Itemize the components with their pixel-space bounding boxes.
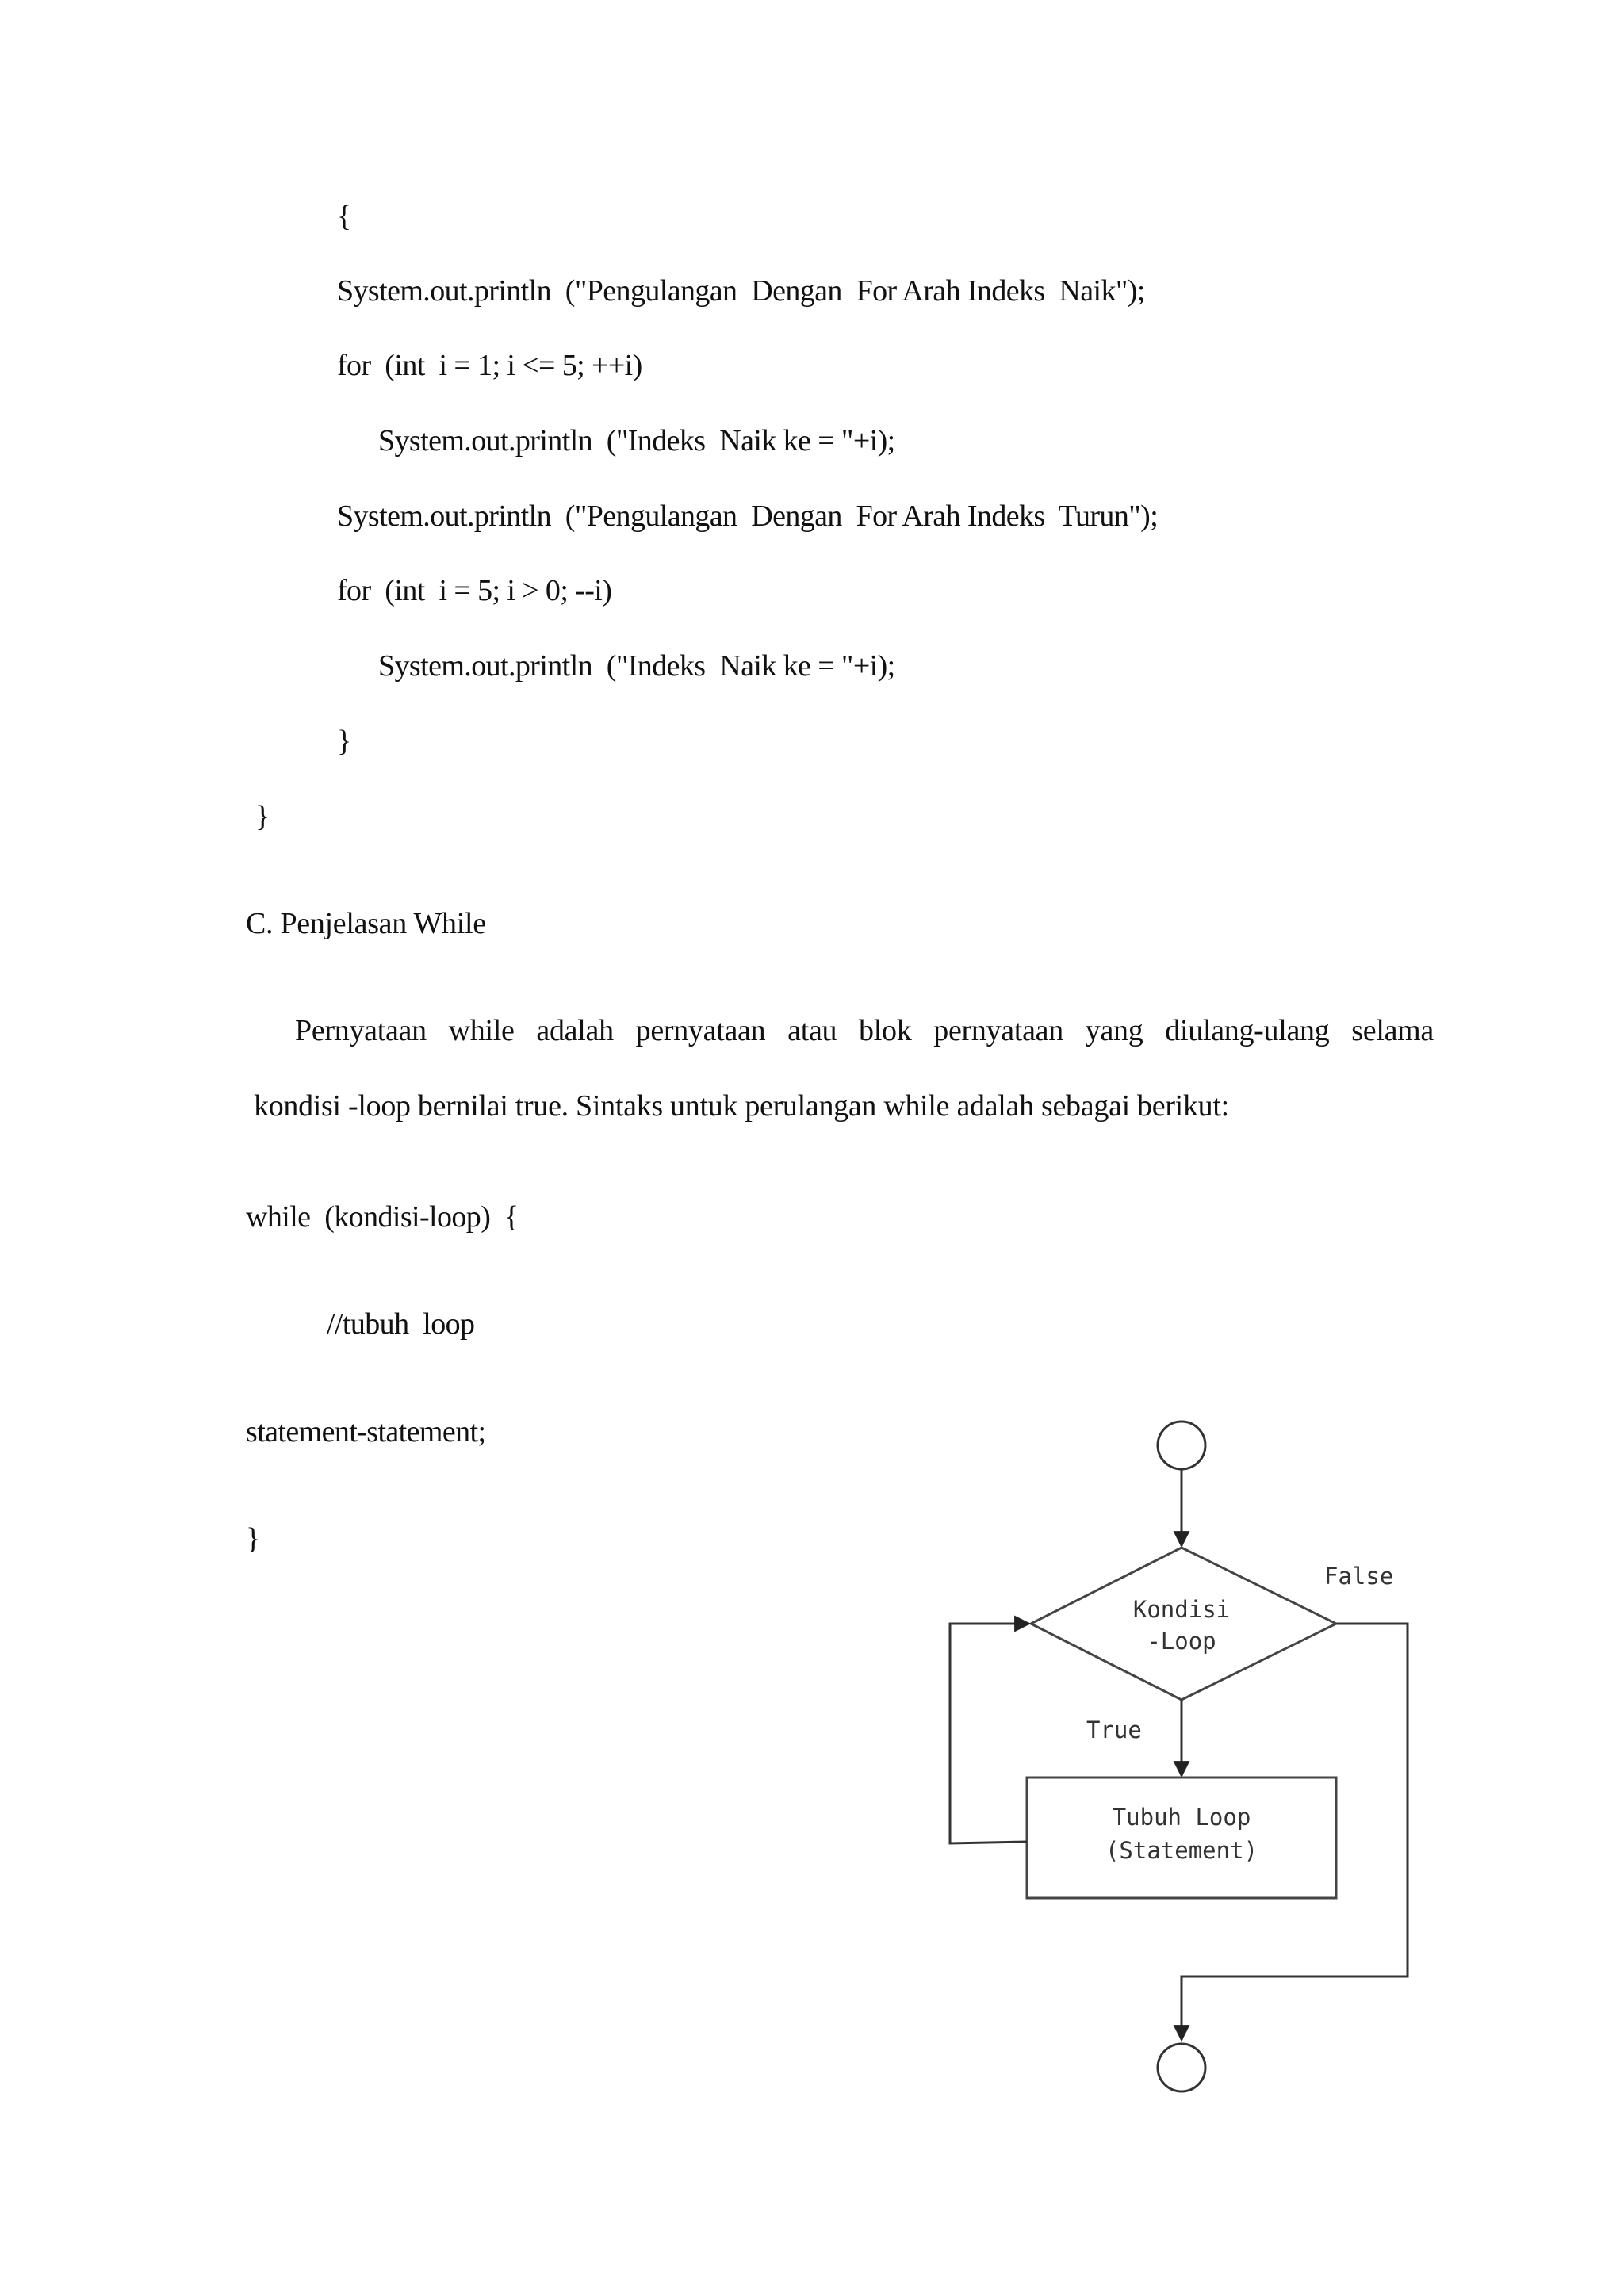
syntax-while-line: while (kondisi-loop) { (246, 1200, 519, 1234)
code-close-outer-brace: } (255, 800, 270, 833)
syntax-close-brace: } (246, 1522, 260, 1556)
code-line-for-naik: for (int i = 1; i <= 5; ++i) (337, 349, 642, 382)
paragraph-line-2: kondisi -loop bernilai true. Sintaks untuk perulangan while adalah sebagai berikut: (254, 1089, 1229, 1123)
loop-back-line (950, 1624, 1029, 1843)
code-line-println-naik-header: System.out.println ("Pengulangan Dengan For Arah Indeks Naik"); (337, 274, 1145, 308)
code-line-for-turun: for (int i = 5; i > 0; --i) (337, 574, 612, 607)
code-close-inner-brace: } (337, 725, 351, 758)
section-heading: C. Penjelasan While (246, 907, 486, 940)
paragraph-line-1: Pernyataan while adalah pernyataan atau blok pernyataan yang diulang-ulang selama (295, 1014, 1434, 1047)
decision-label-line-1: Kondisi (1132, 1596, 1231, 1623)
process-label-line-1: Tubuh Loop (1112, 1804, 1251, 1831)
start-terminal (1158, 1422, 1205, 1469)
decision-diamond (1031, 1548, 1336, 1700)
true-label: True (1086, 1716, 1142, 1743)
syntax-comment-line: //tubuh loop (327, 1307, 475, 1341)
code-open-brace: { (337, 200, 351, 233)
code-line-println-turun: System.out.println ("Indeks Naik ke = "+i); (378, 649, 895, 683)
false-label: False (1324, 1563, 1394, 1590)
process-label-line-2: (Statement) (1105, 1837, 1258, 1864)
syntax-statement-line: statement-statement; (246, 1415, 486, 1448)
while-loop-flowchart (936, 1419, 1443, 2133)
end-terminal (1158, 2044, 1205, 2091)
code-line-println-naik: System.out.println ("Indeks Naik ke = "+i); (378, 424, 895, 457)
code-line-println-turun-header: System.out.println ("Pengulangan Dengan For Arah Indeks Turun"); (337, 499, 1159, 533)
decision-label-line-2: -Loop (1147, 1628, 1216, 1655)
